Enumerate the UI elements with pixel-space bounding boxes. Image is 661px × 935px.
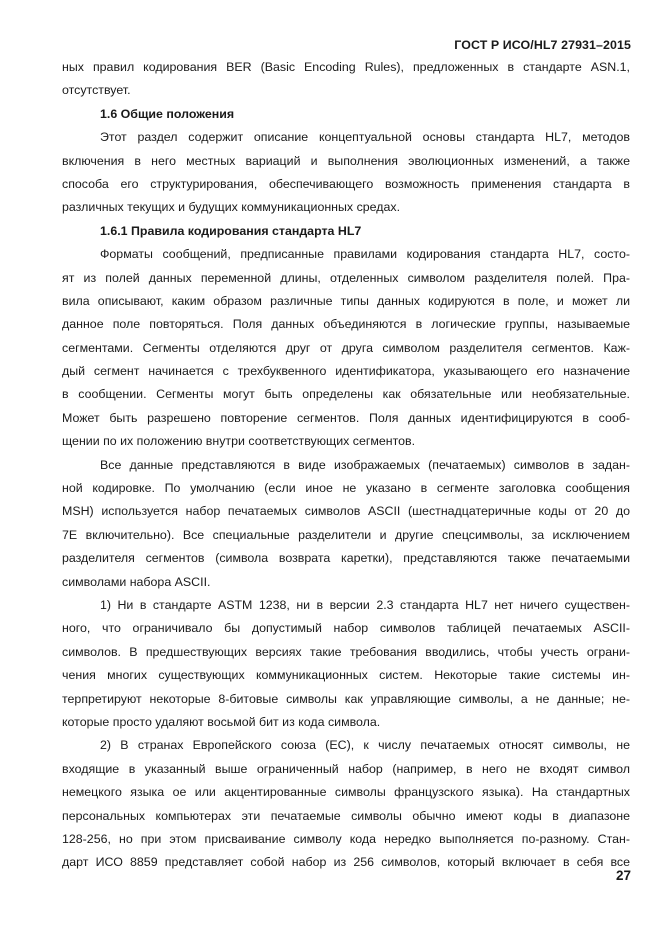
document-header: ГОСТ Р ИСО/HL7 27931–2015 — [454, 38, 631, 52]
text-line: которые просто удаляют восьмой бит из кода символа. — [62, 714, 381, 729]
text-line: в сообщении. Сегменты могут быть определены как обязательные или необязательные. — [62, 387, 630, 402]
text-line: Форматы сообщений, предписанные правилами кодирования стандарта HL7, состо- — [100, 247, 630, 262]
text-line: Этот раздел содержит описание концептуальной основы стандарта HL7, методов — [100, 130, 630, 145]
text-line: 2) В странах Европейского союза (ЕС), к числу печатаемых относят символы, не — [100, 738, 630, 753]
text-line: персональных компьютерах эти печатаемые символы обычно имеют коды в диапазоне — [62, 808, 630, 823]
text-line: включения в него местных вариаций и выполнения эволюционных изменений, а также — [62, 153, 630, 168]
text-line: 128-256, но при этом присваивание символу кода нередко выполняется по-разному. Стан- — [62, 831, 630, 846]
text-line: Может быть разрешено повторение сегментов. Поля данных идентифицируются в сооб- — [62, 410, 630, 425]
page-number: 27 — [615, 868, 631, 883]
text-line: ного, что ограничивало бы допустимый набор символов таблицей печатаемых ASCII- — [62, 621, 630, 636]
text-line: данное поле повторяться. Поля данных объединяются в логические группы, называемые — [62, 317, 630, 332]
text-line: ной кодировке. По умолчанию (если иное не указано в сегменте заголовка сообщения — [62, 481, 630, 496]
text-line: разделителя сегментов (символа возврата каретки), представляются также печатаемыми — [62, 551, 630, 566]
text-line: Все данные представляются в виде изображаемых (печатаемых) символов в задан- — [100, 457, 630, 472]
text-line: сегментами. Сегменты отделяются друг от друга символом разделителя сегментов. Каж- — [62, 340, 630, 355]
text-line: немецкого языка oe или акцентированные символы французского языка). На стандартных — [62, 785, 630, 800]
text-line: MSH) используется набор печатаемых символов ASCII (шестнадцатеричные коды от 20 до — [62, 504, 630, 519]
text-line: вила описывают, каким образом различные типы данных кодируются в поле, и может ли — [62, 293, 630, 308]
text-line: способа его структурирования, обеспечивающего возможность применения стандарта в — [62, 176, 630, 191]
text-line: ят из полей данных переменной длины, отделенных символом разделителя полей. Пра- — [62, 270, 630, 285]
text-line: щении по их положению внутри соответствующих сегментов. — [62, 434, 416, 449]
text-line: 1) Ни в стандарте ASTM 1238, ни в версии 2.3 стандарта HL7 нет ничего существен- — [100, 597, 630, 612]
text-line: терпретируют некоторые 8-битовые символы как управляющие символы, а не данные; не- — [62, 691, 630, 706]
text-line: отсутствует. — [62, 83, 131, 98]
text-line: ных правил кодирования BER (Basic Encoding Rules), предложенных в стандарте ASN.1, — [62, 60, 630, 74]
text-line: символов. В предшествующих версиях такие требования вводились, чтобы учесть ограни- — [62, 644, 630, 659]
text-line: дый сегмент начинается с трехбуквенного идентификатора, указывающего его назначение — [62, 364, 630, 379]
text-line: чения многих существующих коммуникационных систем. Некоторые такие системы ин- — [62, 668, 630, 683]
subsection-heading: 1.6.1 Правила кодирования стандарта HL7 — [100, 223, 362, 238]
text-line: 7E включительно). Все специальные разделители и другие спецсимволы, за исключением — [62, 527, 630, 542]
text-line: различных текущих и будущих коммуникационных средах. — [62, 200, 401, 215]
text-line: символами набора ASCII. — [62, 574, 211, 589]
section-heading: 1.6 Общие положения — [100, 106, 235, 121]
document-body — [62, 56, 630, 875]
text-line: дарт ИСО 8859 представляет собой набор из 256 символов, который включает в себя все — [62, 855, 630, 870]
text-line: входящие в указанный выше ограниченный набор (например, в него не входят символ — [62, 761, 630, 776]
